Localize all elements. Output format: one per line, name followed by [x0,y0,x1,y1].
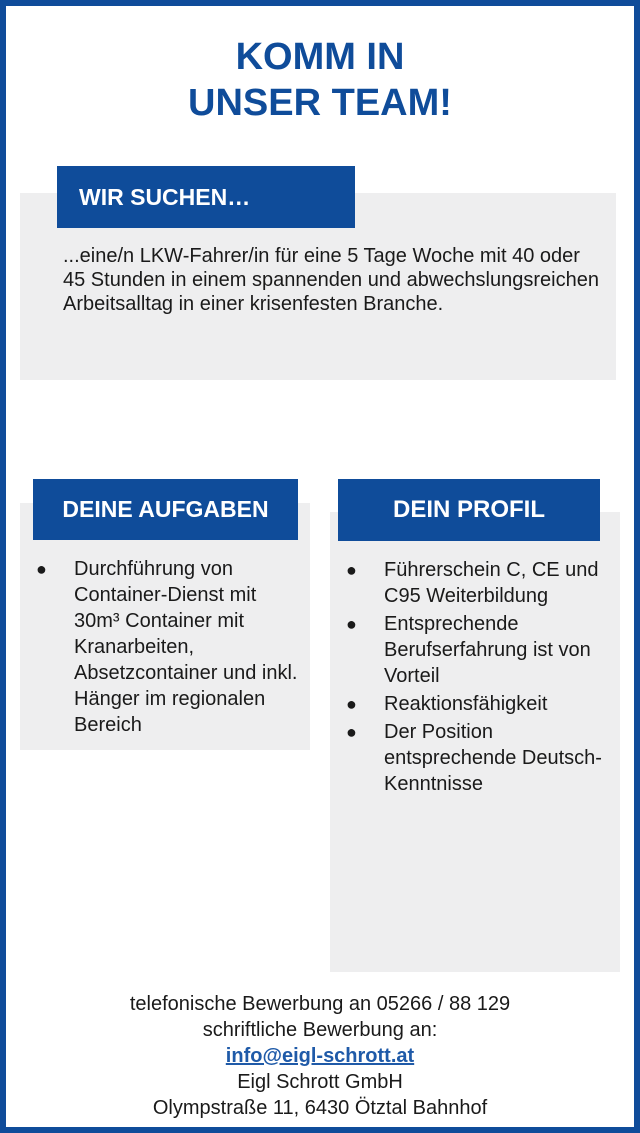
tasks-item-text: Durchführung von Container-Dienst mit 30m³ Container mit Kranarbeiten, Absetzcontainer und inkl. Hänger im regionalen Bereich [74,558,298,736]
profile-item-text: Entsprechende Berufserfahrung ist von Vorteil [384,613,591,687]
contact-email-link[interactable]: info@eigl-schrott.at [225,1045,415,1067]
bullet-icon: ● [346,722,357,742]
list-item [340,557,610,609]
bullet-icon: ● [346,694,357,714]
profile-list [340,557,610,799]
search-description: ...eine/n LKW-Fahrer/in für eine 5 Tage Woche mit 40 oder 45 Stunden in einem spannenden und abwechslungsreichen Arbeitsalltag in einer krisenfesten Branche. [63,245,599,315]
tasks-heading: DEINE AUFGABEN [33,479,298,540]
profile-item-text: Der Position entsprechende Deutsch-Kenntnisse [384,721,602,795]
list-item [340,719,610,797]
profile-item-text: Reaktionsfähigkeit [384,693,548,715]
headline-line-2: UNSER TEAM! [188,82,452,124]
profile-item-text: Führerschein C, CE und C95 Weiterbildung [384,559,599,607]
headline-line-1: KOMM IN [235,36,405,78]
list-item [340,691,610,717]
list-item [340,611,610,689]
headline [0,34,640,126]
list-item [30,556,300,738]
contact-block [0,991,640,1121]
tasks-list [30,556,300,740]
contact-phone: telefonische Bewerbung an 05266 / 88 129 [129,993,511,1015]
profile-heading: DEIN PROFIL [338,479,600,541]
contact-written: schriftliche Bewerbung an: [202,1019,438,1041]
contact-company: Eigl Schrott GmbH [237,1071,403,1093]
bullet-icon: ● [346,614,357,634]
contact-address: Olympstraße 11, 6430 Ötztal Bahnhof [152,1097,488,1119]
bullet-icon: ● [36,559,47,579]
bullet-icon: ● [346,560,357,580]
search-heading: WIR SUCHEN… [57,166,355,228]
